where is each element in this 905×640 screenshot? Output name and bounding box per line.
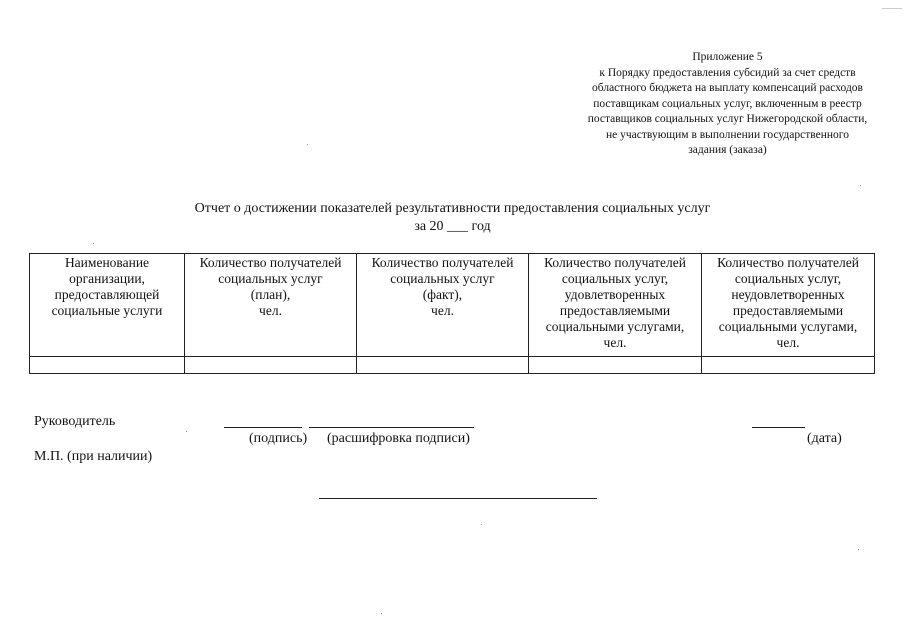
- decoding-caption: (расшифровка подписи): [327, 431, 470, 446]
- annex-line: поставщикам социальных услуг, включенным в реестр: [593, 97, 862, 110]
- decoding-line: [309, 427, 474, 428]
- table-cell: [30, 357, 185, 374]
- date-caption: (дата): [807, 431, 842, 446]
- column-header-planned: Количество получателей социальных услуг (план), чел.: [185, 254, 357, 357]
- scan-speck: [186, 431, 187, 432]
- head-label: Руководитель: [34, 414, 116, 429]
- annex-line: задания (заказа): [688, 144, 767, 156]
- scan-speck: [381, 613, 382, 614]
- table-cell: [185, 357, 357, 374]
- column-header-actual: Количество получателей социальных услуг (факт), чел.: [357, 254, 529, 357]
- scan-speck: [858, 549, 859, 550]
- report-title: [0, 200, 905, 236]
- annex-line: к Порядку предоставления субсидий за счет средств: [599, 66, 856, 79]
- column-header-unsatisfied: Количество получателей социальных услуг, неудовлетворенных предоставляемыми социальными услугами, чел.: [702, 254, 875, 357]
- column-header-satisfied: Количество получателей социальных услуг, удовлетворенных предоставляемыми социальными услугами, чел.: [529, 254, 702, 357]
- annex-line: поставщиков социальных услуг Нижегородской области,: [587, 113, 868, 125]
- table-cell: [357, 357, 529, 374]
- scan-speck: [307, 144, 308, 145]
- table-row: [30, 357, 875, 374]
- stamp-label: М.П. (при наличии): [34, 449, 153, 464]
- report-period-line: за 20 ___ год: [414, 219, 491, 234]
- signature-line: [224, 427, 302, 428]
- table-header-row: [30, 254, 875, 357]
- separator-line: [319, 498, 597, 499]
- report-table: [29, 253, 875, 374]
- annex-line: Приложение 5: [692, 51, 763, 63]
- scan-speck: [882, 8, 902, 9]
- scan-speck: [93, 243, 94, 244]
- annex-line: не участвующим в выполнении государственного: [606, 128, 849, 141]
- scan-speck: [481, 524, 482, 525]
- table-cell: [529, 357, 702, 374]
- scan-speck: [860, 185, 861, 186]
- annex-line: областного бюджета на выплату компенсаций расходов: [592, 82, 863, 94]
- annex-block: [550, 50, 905, 159]
- signature-caption: (подпись): [249, 431, 308, 446]
- report-title-line: Отчет о достижении показателей результативности предоставления социальных услуг: [194, 201, 711, 216]
- column-header-organization: Наименование организации, предоставляющей социальные услуги: [30, 254, 185, 357]
- date-line: [752, 427, 805, 428]
- table-cell: [702, 357, 875, 374]
